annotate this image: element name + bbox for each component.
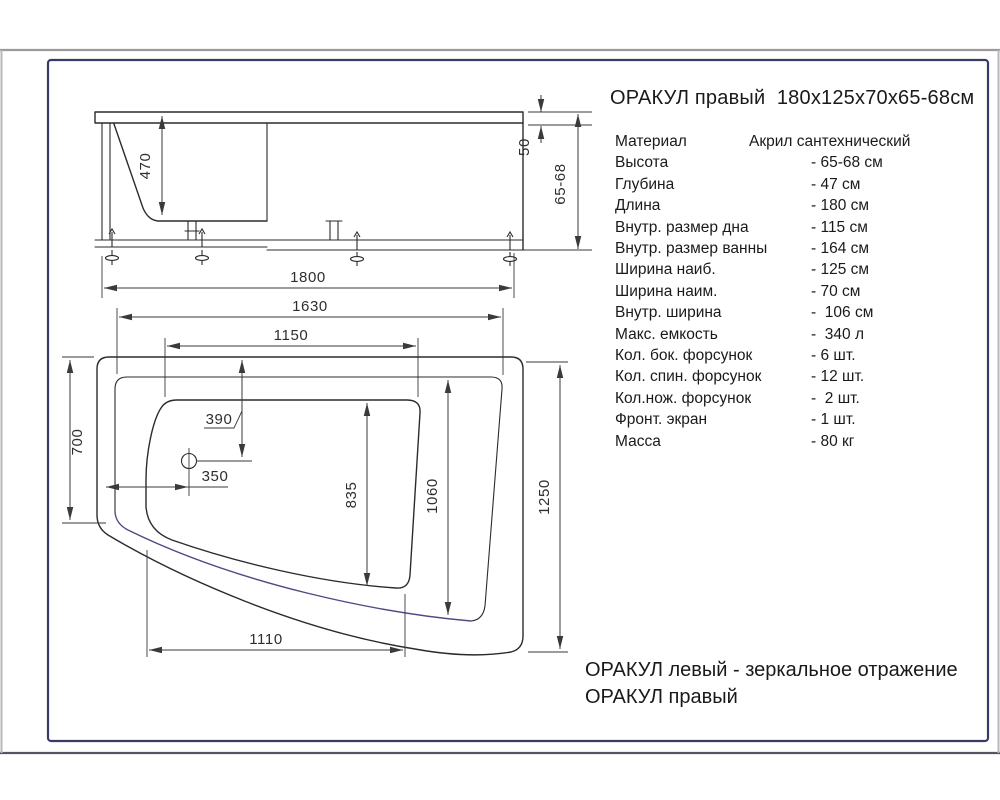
spec-row: [615, 409, 910, 430]
top-view: [62, 357, 568, 657]
spec-label: Глубина: [615, 175, 675, 193]
spec-value: - 340 л: [811, 325, 864, 343]
spec-label: Макс. емкость: [615, 325, 718, 343]
side-rim: [95, 112, 523, 123]
spec-value: - 164 см: [811, 240, 870, 258]
spec-value: - 12 шт.: [811, 368, 865, 386]
spec-row: [615, 324, 910, 345]
drawing-title: ОРАКУЛ правый 180х125х70х65-68см: [610, 87, 975, 109]
spec-row: [615, 152, 910, 173]
rim-contour: [115, 377, 502, 621]
spec-value: - 180 см: [811, 197, 870, 215]
spec-value: - 70 см: [811, 282, 861, 300]
outer-contour: [97, 357, 523, 655]
spec-value: - 80 кг: [811, 432, 855, 450]
dim-1250-label: 1250: [536, 479, 553, 515]
spec-value: - 6 шт.: [811, 347, 856, 365]
spec-row: [615, 195, 910, 216]
spec-value: - 106 см: [811, 304, 874, 322]
spec-row: [615, 388, 910, 409]
footer-note: [585, 657, 958, 711]
spec-label: Внутр. ширина: [615, 304, 722, 322]
spec-table: [615, 131, 910, 452]
spec-label: Высота: [615, 154, 669, 172]
rim-contour-blue-curve: [115, 512, 471, 621]
spec-label: Кол. бок. форсунок: [615, 347, 753, 365]
spec-label: Ширина наим.: [615, 282, 718, 300]
dim-835-label: 835: [343, 481, 360, 509]
spec-row: [615, 131, 910, 152]
spec-label: Кол. спин. форсунок: [615, 368, 762, 386]
spec-row: [615, 431, 910, 452]
spec-label: Материал: [615, 133, 687, 150]
dim-700-label: 700: [69, 428, 86, 456]
dim-350-label: 350: [201, 468, 229, 485]
dim-1110-label: 1110: [249, 631, 283, 648]
footer-line-1: ОРАКУЛ левый - зеркальное отражение: [585, 659, 958, 681]
spec-label: Ширина наиб.: [615, 261, 716, 279]
spec-label: Кол.нож. форсунок: [615, 389, 752, 407]
length-dimensions: [102, 253, 514, 397]
dim-65-68-label: 65-68: [552, 163, 569, 205]
spec-row: [615, 238, 910, 259]
dim-1630-label: 1630: [292, 298, 328, 315]
spec-value: - 125 см: [811, 261, 870, 279]
spec-value: Акрил сантехнический: [749, 133, 911, 150]
spec-label: Внутр. размер ванны: [615, 240, 768, 258]
foot: [351, 232, 364, 266]
side-view: [95, 95, 592, 266]
footer-line-2: ОРАКУЛ правый: [585, 686, 738, 708]
spec-label: Фронт. экран: [615, 411, 708, 429]
bowl-contour: [146, 400, 420, 588]
spec-label: Внутр. размер дна: [615, 218, 749, 236]
spec-row: [615, 259, 910, 280]
spec-value: - 47 см: [811, 175, 861, 193]
support-block: [326, 221, 342, 240]
dim-1060-label: 1060: [424, 478, 441, 514]
spec-row: [615, 281, 910, 302]
spec-value: - 115 см: [811, 218, 868, 236]
dim-1150-label: 1150: [273, 327, 309, 344]
dim-1800-label: 1800: [290, 269, 326, 286]
spec-label: Масса: [615, 432, 661, 450]
spec-row: [615, 174, 910, 195]
foot: [504, 232, 517, 266]
drain-pipe: [185, 221, 199, 240]
spec-value: - 2 шт.: [811, 389, 860, 407]
spec-value: - 65-68 см: [811, 154, 883, 172]
spec-row: [615, 366, 910, 387]
dim-390-label: 390: [205, 411, 233, 428]
spec-label: Длина: [615, 197, 661, 215]
dim-470-label: 470: [137, 152, 154, 180]
spec-row: [615, 345, 910, 366]
spec-value: - 1 шт.: [811, 411, 856, 429]
dim-50-label: 50: [516, 138, 533, 156]
spec-row: [615, 217, 910, 238]
spec-row: [615, 302, 910, 323]
